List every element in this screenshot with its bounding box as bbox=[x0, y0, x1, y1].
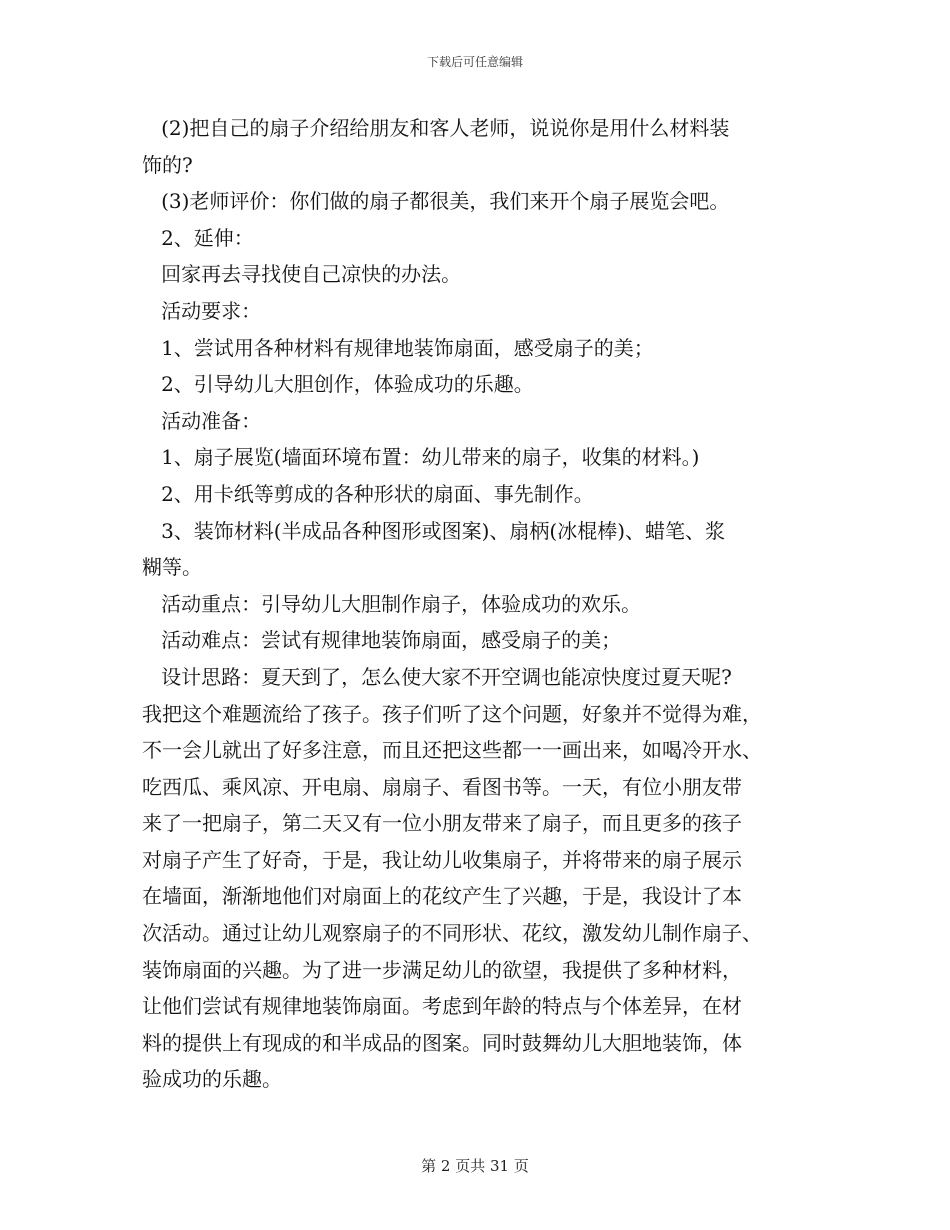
text-line: 料的提供上有现成的和半成品的图案。同时鼓舞幼儿大胆地装饰，体 bbox=[142, 1030, 742, 1055]
text-line: 回家再去寻找使自己凉快的办法。 bbox=[142, 262, 462, 287]
text-line: 不一会儿就出了好多注意，而且还把这些都一一画出来，如喝冷开水、 bbox=[142, 738, 762, 763]
text-line: 糊等。 bbox=[142, 555, 202, 580]
text-line: 活动重点：引导幼儿大胆制作扇子，体验成功的欢乐。 bbox=[142, 591, 642, 616]
text-line: 在墙面，渐渐地他们对扇面上的花纹产生了兴趣，于是，我设计了本 bbox=[142, 884, 742, 909]
text-line: (3)老师评价：你们做的扇子都很美，我们来开个扇子展览会吧。 bbox=[142, 189, 730, 214]
text-line: 1、尝试用各种材料有规律地装饰扇面，感受扇子的美； bbox=[142, 335, 654, 360]
page-header: 下载后可任意编辑 bbox=[426, 55, 523, 69]
page-footer: 第 2 页共 31 页 bbox=[421, 1157, 529, 1175]
text-line: 装饰扇面的兴趣。为了进一步满足幼儿的欲望，我提供了多种材料， bbox=[142, 957, 742, 982]
text-line: 2、引导幼儿大胆创作，体验成功的乐趣。 bbox=[142, 372, 534, 397]
text-line: 饰的? bbox=[142, 152, 193, 177]
text-line: 来了一把扇子，第二天又有一位小朋友带来了扇子，而且更多的孩子 bbox=[142, 811, 742, 836]
text-line: 2、延伸： bbox=[142, 225, 254, 250]
text-line: 3、装饰材料(半成品各种图形或图案)、扇柄(冰棍棒)、蜡笔、浆 bbox=[142, 518, 726, 543]
text-line: 设计思路：夏天到了，怎么使大家不开空调也能凉快度过夏天呢? bbox=[142, 664, 732, 689]
text-line: (2)把自己的扇子介绍给朋友和客人老师，说说你是用什么材料装 bbox=[142, 116, 730, 140]
text-line: 1、扇子展览(墙面环境布置：幼儿带来的扇子，收集的材料。) bbox=[142, 445, 700, 470]
text-line: 对扇子产生了好奇，于是，我让幼儿收集扇子，并将带来的扇子展示 bbox=[142, 847, 742, 872]
text-line: 验成功的乐趣。 bbox=[142, 1067, 282, 1092]
text-line: 让他们尝试有规律地装饰扇面。考虑到年龄的特点与个体差异，在材 bbox=[142, 994, 742, 1019]
text-line: 活动要求： bbox=[142, 298, 262, 323]
text-line: 活动准备： bbox=[142, 408, 262, 433]
text-line: 活动难点：尝试有规律地装饰扇面，感受扇子的美； bbox=[142, 628, 622, 653]
text-line: 我把这个难题流给了孩子。孩子们听了这个问题，好象并不觉得为难， bbox=[142, 701, 762, 726]
text-line: 吃西瓜、乘风凉、开电扇、扇扇子、看图书等。一天，有位小朋友带 bbox=[142, 774, 742, 799]
text-line: 2、用卡纸等剪成的各种形状的扇面、事先制作。 bbox=[142, 481, 594, 506]
text-line: 次活动。通过让幼儿观察扇子的不同形状、花纹，激发幼儿制作扇子、 bbox=[142, 921, 762, 946]
document-body bbox=[142, 110, 812, 1098]
